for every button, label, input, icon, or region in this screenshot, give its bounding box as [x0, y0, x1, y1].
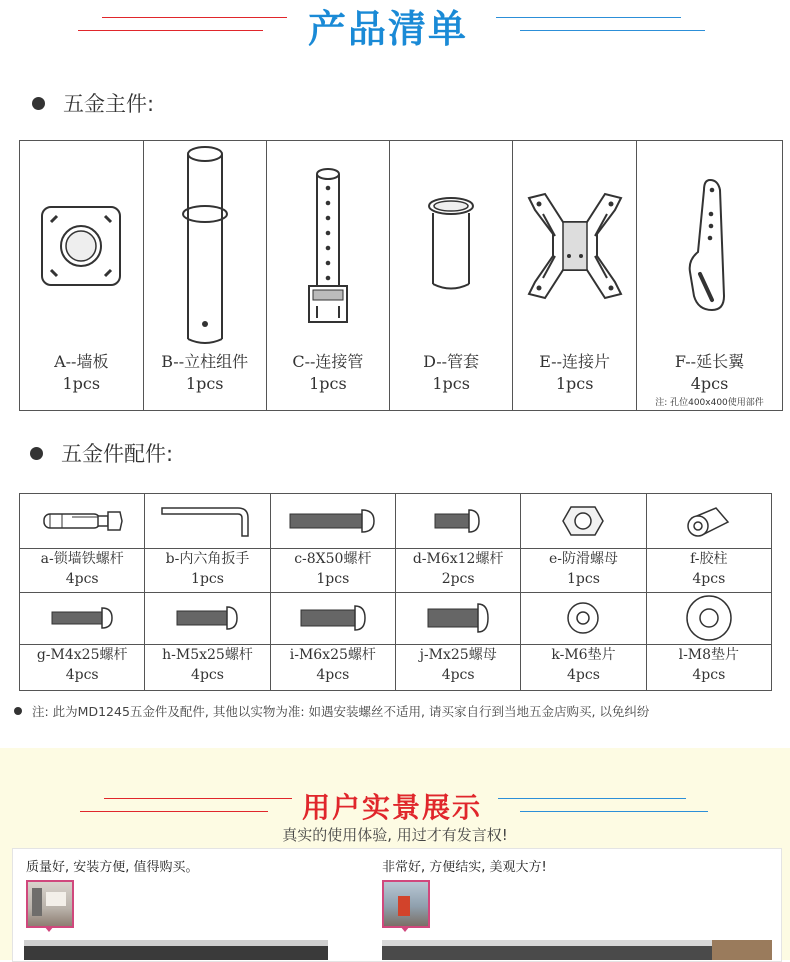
part-qty: 1pcs — [309, 374, 347, 393]
acc-pic-h — [145, 593, 270, 645]
connecting-pipe-icon — [303, 166, 353, 326]
part-cell-f — [636, 141, 782, 411]
acc-cell-l — [646, 645, 771, 691]
acc-label: k-M6垫片 — [551, 647, 616, 663]
acc-pic-f — [646, 494, 771, 549]
acc-cell-b — [145, 549, 270, 593]
review-thumbnail[interactable] — [382, 880, 430, 928]
wall-plate-icon — [39, 204, 123, 288]
acc-label: d-M6x12螺杆 — [412, 551, 504, 567]
pillar-icon — [180, 144, 230, 349]
accessories-heading: 五金件配件: — [30, 438, 173, 468]
acc-label: h-M5x25螺杆 — [162, 647, 253, 663]
acc-cell-d — [395, 549, 520, 593]
acc-qty: 1pcs — [191, 571, 224, 587]
acc-label: f-胶柱 — [690, 551, 728, 567]
accessories-note: 注: 此为MD1245五金件及配件, 其他以实物为准: 如遇安装螺丝不适用, 请买家自行到当地五金店购买, 以免纠纷 — [14, 702, 649, 720]
part-cell-a — [20, 141, 144, 411]
title-deco-line — [498, 798, 686, 799]
showcase-subtitle: 真实的使用体验, 用过才有发言权! — [282, 826, 508, 844]
acc-qty: 1pcs — [316, 571, 350, 587]
review-thumbnail[interactable] — [26, 880, 74, 928]
title-deco-line — [80, 811, 268, 812]
acc-label: c-8X50螺杆 — [294, 551, 372, 567]
acc-qty: 4pcs — [65, 667, 99, 683]
part-qty: 1pcs — [62, 374, 101, 393]
acc-qty: 4pcs — [191, 667, 224, 683]
bullet-icon — [30, 447, 43, 460]
part-cell-d — [390, 141, 513, 411]
main-parts-heading: 五金主件: — [32, 88, 154, 118]
acc-cell-e — [521, 549, 646, 593]
part-qty: 1pcs — [555, 374, 594, 393]
acc-pic-c — [270, 494, 395, 549]
acc-label: j-Mx25螺母 — [419, 647, 497, 663]
acc-label: e-防滑螺母 — [548, 551, 618, 567]
review-photo[interactable] — [24, 940, 328, 960]
acc-label: l-M8垫片 — [678, 647, 740, 663]
rubber-spacer-icon — [684, 502, 734, 540]
acc-label: g-M4x25螺杆 — [36, 647, 128, 663]
title-deco-line — [104, 798, 292, 799]
acc-cell-j — [395, 645, 520, 691]
showcase-title: 用户实景展示 — [302, 791, 483, 824]
acc-qty: 4pcs — [692, 667, 726, 683]
part-label: A--墙板 — [54, 352, 109, 371]
part-qty: 1pcs — [185, 374, 224, 393]
part-label: E--连接片 — [539, 352, 610, 371]
part-cell-e — [513, 141, 637, 411]
part-cell-b — [143, 141, 266, 411]
bolt-mx25-icon — [426, 603, 490, 633]
acc-cell-k — [521, 645, 646, 691]
accessories-table — [19, 493, 772, 691]
washer-m8-icon — [684, 595, 734, 641]
bolt-8x50-icon — [288, 508, 378, 534]
connecting-plate-icon — [525, 186, 625, 306]
acc-pic-k — [521, 593, 646, 645]
acc-cell-f — [646, 549, 771, 593]
acc-pic-g — [20, 593, 145, 645]
acc-pic-e — [521, 494, 646, 549]
hex-key-icon — [160, 504, 254, 538]
part-label: B--立柱组件 — [161, 352, 249, 371]
review-photo[interactable] — [382, 940, 772, 960]
bullet-icon — [14, 707, 22, 715]
acc-qty: 4pcs — [567, 667, 600, 683]
part-label: F--延长翼 — [674, 352, 745, 371]
part-label: D--管套 — [423, 352, 480, 371]
bolt-m4x25-icon — [50, 606, 114, 630]
part-qty: 4pcs — [690, 374, 729, 393]
acc-cell-g — [20, 645, 145, 691]
bullet-icon — [32, 97, 45, 110]
acc-pic-a — [20, 494, 145, 549]
acc-pic-d — [395, 494, 520, 549]
acc-qty: 4pcs — [692, 571, 726, 587]
title-deco-line — [496, 17, 681, 18]
part-label: C--连接管 — [292, 352, 364, 371]
bolt-m6x25-icon — [299, 605, 367, 631]
acc-qty: 4pcs — [65, 571, 99, 587]
acc-qty: 1pcs — [567, 571, 600, 587]
part-cell-c — [266, 141, 389, 411]
acc-pic-i — [270, 593, 395, 645]
title-deco-line — [78, 30, 263, 31]
anchor-bolt-icon — [40, 506, 124, 536]
acc-cell-c — [270, 549, 395, 593]
part-note: 注: 孔位400x400使用部件 — [655, 398, 764, 408]
acc-cell-i — [270, 645, 395, 691]
thumbnail-pointer-icon — [400, 926, 410, 932]
main-parts-table — [19, 140, 783, 411]
part-qty: 1pcs — [432, 374, 470, 393]
title-deco-line — [102, 17, 287, 18]
acc-label: a-锁墙铁螺杆 — [40, 551, 124, 567]
bolt-m6x12-icon — [433, 508, 483, 534]
acc-pic-b — [145, 494, 270, 549]
page-title: 产品清单 — [308, 7, 469, 51]
acc-pic-l — [646, 593, 771, 645]
extension-wing-icon — [684, 176, 734, 316]
acc-qty: 4pcs — [316, 667, 350, 683]
thumbnail-pointer-icon — [44, 926, 54, 932]
acc-qty: 2pcs — [441, 571, 475, 587]
nut-icon — [561, 501, 605, 541]
title-deco-line — [520, 30, 705, 31]
acc-cell-a — [20, 549, 145, 593]
washer-m6-icon — [566, 601, 600, 635]
acc-pic-j — [395, 593, 520, 645]
review-text: 非常好, 方便结实, 美观大方! — [382, 860, 547, 875]
acc-cell-h — [145, 645, 270, 691]
title-deco-line — [520, 811, 708, 812]
acc-label: i-M6x25螺杆 — [289, 647, 376, 663]
acc-qty: 4pcs — [441, 667, 475, 683]
bolt-m5x25-icon — [175, 606, 239, 630]
acc-label: b-内六角扳手 — [165, 551, 250, 567]
review-text: 质量好, 安装方便, 值得购买。 — [26, 860, 199, 875]
tube-sleeve-icon — [426, 196, 476, 296]
